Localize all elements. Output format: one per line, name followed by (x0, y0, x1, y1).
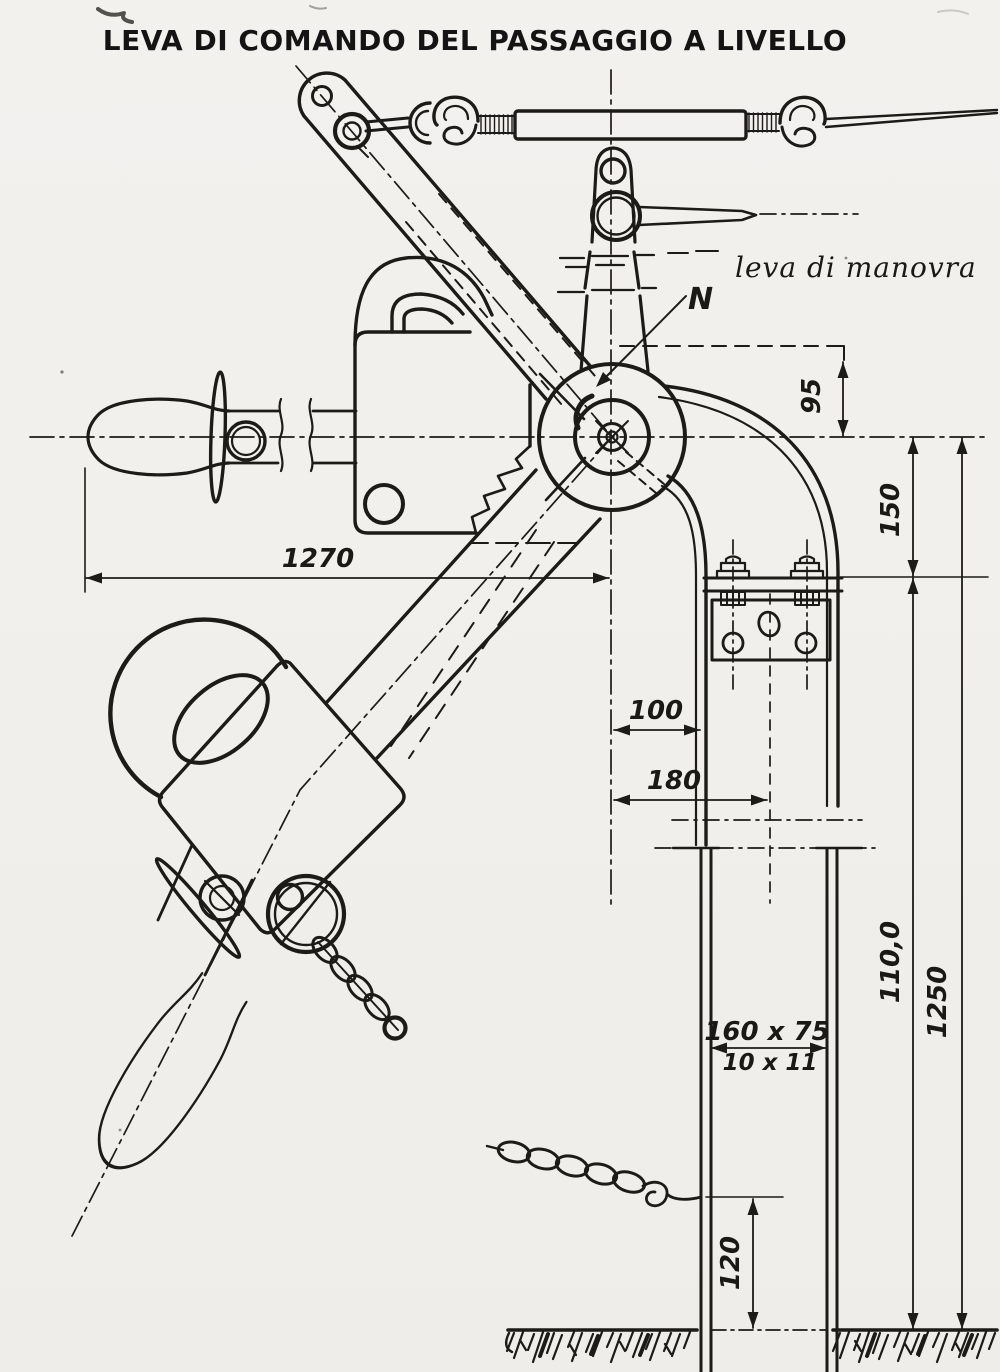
lower-grip (78, 967, 256, 1185)
mounting-bracket (704, 557, 842, 661)
left-hook-curl (444, 125, 476, 144)
housing-body (355, 332, 476, 533)
chain-link (496, 1139, 531, 1165)
turnbuckle-barrel (515, 111, 746, 139)
housing-slot-inner (404, 309, 452, 332)
chain-link (611, 1168, 647, 1196)
chain-hook-icon (643, 1182, 701, 1205)
elbow-outer-wall (664, 386, 838, 806)
post-lower-left-wall (701, 849, 711, 1372)
left-thread-hatch (481, 115, 512, 134)
left-guard-disc (209, 372, 228, 502)
chain-axis (318, 942, 398, 1030)
dim-95-label: 95 (797, 377, 827, 415)
right-hook-inner (790, 106, 814, 120)
lock-ring-bar (281, 882, 330, 944)
chain-link (554, 1153, 590, 1180)
bracket-hole-middle (756, 609, 782, 638)
lower-arm-edge-lower (327, 470, 536, 702)
bracket-hole-right (796, 633, 816, 653)
pivot-boss-inner (598, 198, 635, 235)
dim-1100-label: 110,0 (876, 920, 906, 1004)
dim-180-label: 180 (646, 766, 702, 796)
elbow-and-post (659, 386, 862, 1372)
eye-hook-icon (410, 103, 430, 143)
upper-arm-hidden-edge-a (406, 222, 562, 405)
left-hook-inner (444, 106, 468, 120)
pivot-point-label: N (688, 282, 714, 317)
eye-hook-inner (416, 111, 428, 135)
lower-arm-hidden-edge-a (409, 542, 554, 758)
upper-lever-arm (299, 73, 591, 399)
dim-120-label: 120 (716, 1235, 746, 1291)
operating-lever (558, 148, 756, 371)
left-ring-inner (232, 427, 260, 455)
lever-break-dashes-right (668, 251, 718, 253)
dim-post-section-alt-label: 10 x 11 (722, 1050, 818, 1076)
chain-link (525, 1146, 561, 1172)
dim-1250-label: 1250 (923, 965, 953, 1039)
lever-bar-left-edge (581, 252, 590, 371)
bracket-strap (704, 578, 842, 591)
dim-post-section-label: 160 x 75 (704, 1017, 830, 1047)
lever-bar-right-edge (634, 252, 648, 371)
counterweight-block (160, 662, 405, 933)
ground (506, 1330, 997, 1362)
lower-arm-hidden-edge-b (391, 530, 536, 746)
clevis-hole (601, 159, 625, 183)
dim-150-label: 150 (876, 482, 906, 538)
post-lower-right-wall (827, 849, 837, 1372)
lower-arm-edge-upper (377, 519, 600, 758)
counterweight-slot (158, 658, 284, 780)
left-shaft-break-marks (280, 399, 313, 471)
arm-tip-cap (299, 73, 345, 116)
mechanism-housing (355, 257, 530, 533)
turnbuckle-assembly (366, 97, 997, 146)
arm-edge-upper (345, 80, 591, 367)
right-hook-curl (782, 127, 815, 146)
right-thread-hatch (749, 113, 776, 132)
wire-rod (826, 110, 997, 127)
operating-lever-label: leva di manovra (735, 251, 977, 284)
upper-arm-hidden-edge-b (439, 194, 595, 376)
lower-handle (78, 845, 256, 1185)
dimension-lines (85, 362, 988, 1329)
housing-jagged-break (472, 446, 530, 533)
dim-100-label: 100 (628, 696, 684, 726)
lever-break-marks (558, 255, 656, 292)
hub-top-dashed-corner (836, 346, 844, 360)
lower-lever-arm (110, 470, 600, 1039)
pivot-pin (639, 207, 756, 225)
left-hook-icon (434, 97, 478, 125)
dim-1270-label: 1270 (281, 544, 355, 574)
counterweight-lobe (110, 620, 286, 797)
right-hook-icon (780, 97, 825, 124)
anchor-chain (487, 1139, 701, 1206)
scan-artifacts (60, 6, 968, 1131)
dimension-arrowheads (86, 362, 968, 1329)
page-title: LEVA DI COMANDO DEL PASSAGGIO A LIVELLO (102, 24, 848, 57)
housing-hole (365, 485, 403, 523)
